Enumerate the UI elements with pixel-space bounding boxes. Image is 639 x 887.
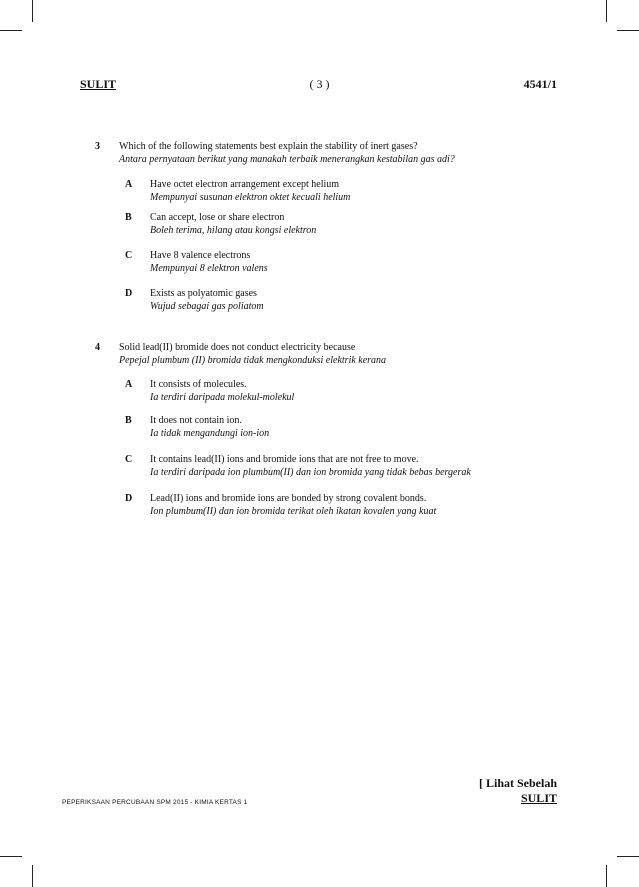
option-text (150, 378, 550, 404)
question-number: 3 (95, 141, 100, 152)
option-text (150, 287, 550, 313)
option-letter: D (125, 288, 133, 299)
footer-sulit: SULIT (520, 791, 557, 805)
crop-mark (606, 865, 607, 887)
option-text-en: Have octet electron arrangement except helium (150, 179, 340, 190)
option-text-en: It contains lead(II) ions and bromide ions that are not free to move. (150, 454, 419, 465)
question-text-ms: Pepejal plumbum (II) bromida tidak mengkonduksi elektrik kerana (119, 355, 387, 366)
option-text-en: Lead(II) ions and bromide ions are bonded by strong covalent bonds. (150, 493, 427, 504)
footer-next-page (479, 776, 557, 806)
option-text-en: It does not contain ion. (150, 415, 242, 426)
crop-mark (606, 0, 607, 22)
option-text-ms: Ia terdiri daripada ion plumbum(II) dan ion bromida yang tidak bebas bergerak (150, 467, 471, 478)
option-text (150, 211, 550, 237)
crop-mark (617, 856, 639, 857)
option-text-ms: Ion plumbum(II) dan ion bromida terikat oleh ikatan kovalen yang kuat (150, 506, 437, 517)
option-letter: C (125, 454, 133, 465)
option-text-ms: Ia tidak mengandungi ion-ion (150, 428, 270, 439)
option-letter: B (125, 212, 132, 223)
option-text-en: Have 8 valence electrons (150, 250, 251, 261)
question-text (119, 341, 559, 367)
question-text-ms: Antara pernyataan berikut yang manakah terbaik menerangkan kestabilan gas adi? (119, 154, 455, 165)
footer-exam-title: PEPERIKSAAN PERCUBAAN SPM 2015 - KIMIA KERTAS 1 (62, 799, 248, 806)
option-text (150, 492, 550, 518)
question-text-en: Solid lead(II) bromide does not conduct electricity because (119, 342, 356, 353)
page-number: ( 3 ) (309, 77, 330, 91)
option-letter: A (125, 179, 133, 190)
option-text-en: Can accept, lose or share electron (150, 212, 285, 223)
option-text (150, 414, 550, 440)
question-number: 4 (95, 342, 100, 353)
option-text-ms: Mempunyai susunan elektron oktet kecuali helium (150, 192, 351, 203)
option-text (150, 249, 550, 275)
question-text-en: Which of the following statements best explain the stability of inert gases? (119, 141, 418, 152)
crop-mark (0, 30, 22, 31)
option-text-en: It consists of molecules. (150, 379, 247, 390)
option-letter: B (125, 415, 132, 426)
crop-mark (617, 30, 639, 31)
option-letter: A (125, 379, 133, 390)
option-text (150, 178, 550, 204)
crop-mark (0, 856, 22, 857)
header-sulit: SULIT (80, 77, 117, 91)
crop-mark (32, 0, 33, 22)
question-text (119, 140, 559, 166)
option-text-ms: Boleh terima, hilang atau kongsi elektron (150, 225, 317, 236)
option-letter: C (125, 250, 133, 261)
option-text-ms: Ia terdiri daripada molekul-molekul (150, 392, 295, 403)
option-text-ms: Mempunyai 8 elektron valens (150, 263, 268, 274)
option-text-ms: Wujud sebagai gas poliatom (150, 301, 264, 312)
crop-mark (32, 865, 33, 887)
option-letter: D (125, 493, 133, 504)
footer-lihat-sebelah: [ Lihat Sebelah (478, 776, 557, 790)
paper-code: 4541/1 (523, 77, 557, 91)
option-text (150, 453, 550, 479)
option-text-en: Exists as polyatomic gases (150, 288, 257, 299)
